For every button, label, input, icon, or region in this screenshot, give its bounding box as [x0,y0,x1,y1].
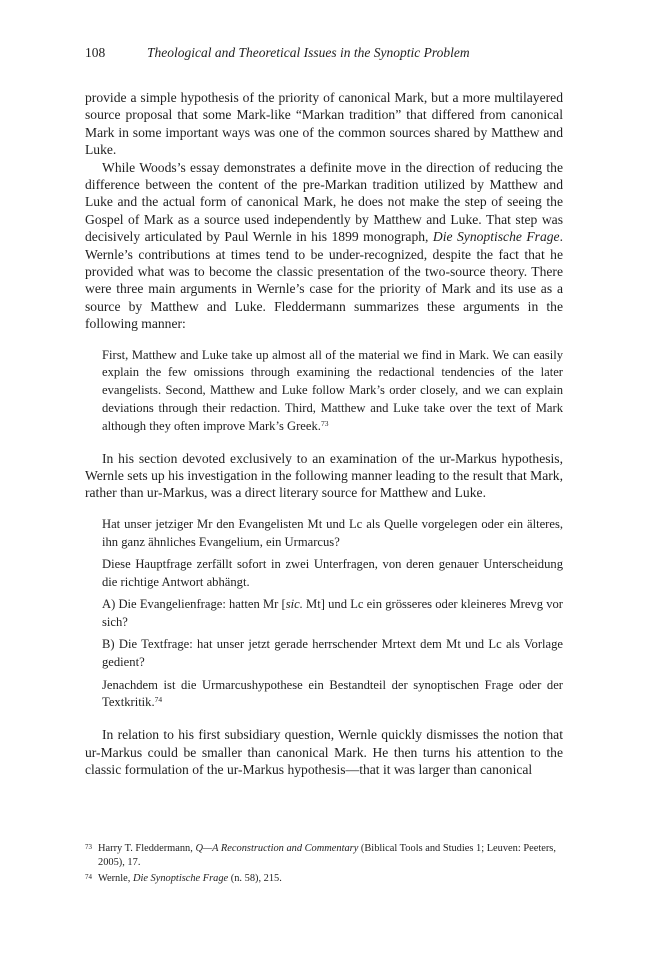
quote-1-body: First, Matthew and Luke take up almost all of the material we find in Mark. We can easily explain the few omissions through examining the redactional tendencies of the later evangelists. Second, Matthew and Luke follow Mark’s order closely, and we can explain deviations through their redaction. Third, Matthew and Luke take over the text of Mark although they often improve Mark’s Greek. [102,347,563,433]
block-quote-fleddermann [102,347,563,436]
paragraph-1: provide a simple hypothesis of the priority of canonical Mark, but a more multilayered source proposal that some Mark-like “Markan tradition” that differed from canonical Mark in some important ways was one of the common sources shared by Matthew and Luke. [85,90,563,158]
footnote-text: Harry T. Fleddermann, [98,843,196,854]
footnote-number: 74 [85,873,92,881]
quote-1-text [102,347,563,436]
block-quote-wernle [102,516,563,712]
quote-2-line-5 [102,677,563,713]
footnote-73 [85,842,563,870]
paragraph-4: In relation to his first subsidiary question, Wernle quickly dismisses the notion that ur-Markus could be smaller than canonical Mark. He then turns his attention to the classic formulation of the ur-Markus hypothesis—that it was larger than canonical [85,727,563,778]
page-number: 108 [85,45,106,60]
paragraph-2 [85,159,563,333]
quote-2-line-4: B) Die Textfrage: hat unser jetzt gerade herrschender Mrtext dem Mt und Lc als Vorlage gedient? [102,637,563,670]
sic-marker: sic. [285,597,303,612]
footnote-title: Die Synoptische Frage [132,873,229,884]
quote-2-line-3 [102,596,563,632]
book-title-die-synoptische-frage: Die Synoptische Frage [432,229,560,245]
paragraph-2-text-b: . Wernle’s contributions at times tend to be under-recognized, despite the fact that he provided what was to become the classic presentation of the two-source theory. There were three main arguments in Wernle’s case for the priority of Mark and its use as a source by Matthew and Luke. Fleddermann summarizes these arguments in the following manner: [85,229,563,332]
footnote-text: Wernle, [98,873,133,884]
footnote-ref-73[interactable]: 73 [320,418,329,428]
footnote-title: Q—A Reconstruction and Commentary [195,843,359,854]
quote-2-line-2: Diese Hauptfrage zerfällt sofort in zwei Unterfragen, von deren genauer Unterscheidung die richtige Antwort abhängt. [102,557,563,589]
quote-2-line-3-a: A) Die Evangelienfrage: hatten Mr [ [102,597,286,612]
quote-2-line-3-b: Mt] und Lc ein grösseres oder kleineres Mrevg vor sich? [102,597,563,630]
footnote-74 [85,872,563,886]
footnotes [85,842,563,888]
footnote-ref-74[interactable]: 74 [154,695,163,705]
footnote-text: (Biblical Tools and Studies 1; Leuven: Peeters, 2005), 17. [98,843,556,868]
running-head [85,44,565,62]
quote-2-line-5-body: Jenachdem ist die Urmarcushypothese ein Bestandteil der synoptischen Frage oder der Textkritik. [102,677,563,710]
paragraph-3: In his section devoted exclusively to an examination of the ur-Markus hypothesis, Wernle sets up his investigation in the following manner leading to the result that Mark, rather than ur-Markus, was a direct literary source for Matthew and Luke. [85,450,563,501]
footnote-number: 73 [85,843,92,851]
footnote-text: (n. 58), 215. [228,873,282,884]
main-text [85,89,563,778]
paragraph-2-text-a: While Woods’s essay demonstrates a definite move in the direction of reducing the difference between the content of the pre-Markan tradition utilized by Matthew and Luke and the actual form of canonical Mark, he does not make the step of seeing the Gospel of Mark as a source used independently by Matthew and Luke. That step was decisively articulated by Paul Wernle in his 1899 monograph, [85,159,563,245]
running-title: Theological and Theoretical Issues in the Synoptic Problem [147,45,470,60]
quote-2-line-1: Hat unser jetziger Mr den Evangelisten Mt und Lc als Quelle vorgelegen oder ein älteres, ihn ganz ähnliches Evangelium, ein Urmarcus? [102,516,563,549]
